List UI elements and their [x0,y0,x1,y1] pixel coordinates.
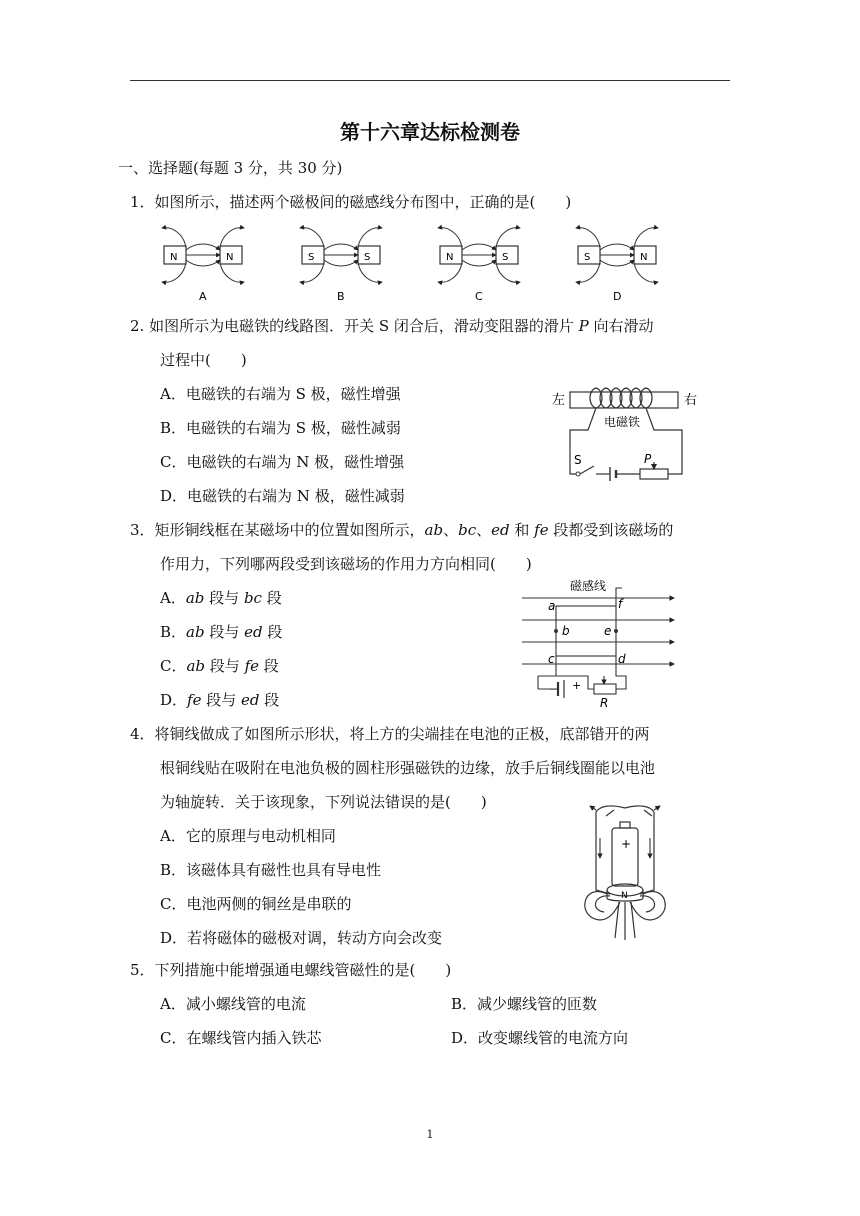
field-line [600,260,634,266]
right-pole-label: S [364,252,371,263]
field-line [220,262,244,282]
q2-label-left: 左 [552,393,566,408]
panel-label: B [337,290,345,303]
q5-stem: 5．下列措施中能增强通电螺线管磁性的是( ) [130,961,452,979]
q3-stem: 3．矩形铜线框在某磁场中的位置如图所示，ab、bc、ed 和 fe 段都受到该磁场的 [130,521,674,539]
q5-option-d[interactable]: D．改变螺线管的电流方向 [451,1029,629,1047]
q2-stem-cont: 过程中( ) [160,351,247,369]
field-line [634,228,658,248]
field-line [496,228,520,248]
q4-label-plus: + [621,837,632,851]
field-line [324,260,358,266]
panel-label: D [613,290,622,303]
q3-option-b[interactable]: B．ab 段与 ed 段 [160,623,283,641]
q4-option-b[interactable]: B．该磁体具有磁性也具有导电性 [160,861,382,879]
panel-label: A [199,290,207,303]
field-line [162,228,186,248]
q3-label-a: a [548,599,556,613]
field-line [358,228,382,248]
q2-option-b[interactable]: B．电磁铁的右端为 S 极，磁性减弱 [160,419,401,437]
q3-option-c[interactable]: C．ab 段与 fe 段 [160,657,279,675]
field-line [186,244,220,250]
field-line [438,262,462,282]
q3-field-figure [518,576,678,710]
q2-label-right: 右 [684,393,698,408]
q3-label-f: f [618,597,623,611]
q4-motor-figure [570,798,680,946]
field-line [162,262,186,282]
left-pole-label: N [170,252,178,263]
q3-label-r: R [600,696,609,710]
field-line [634,262,658,282]
q5-option-a[interactable]: A．减小螺线管的电流 [160,995,306,1013]
field-line [600,244,634,250]
left-pole-label: N [446,252,454,263]
q2-circuit-figure [548,384,708,484]
field-line [358,262,382,282]
section-heading: 一、选择题(每题 3 分，共 30 分) [118,159,343,177]
q2-label-switch: S [574,453,582,467]
q2-stem: 2. 如图所示为电磁铁的线路图．开关 S 闭合后，滑动变阻器的滑片 P 向右滑动 [130,317,654,335]
field-line [186,260,220,266]
q1-stem: 1．如图所示，描述两个磁极间的磁感线分布图中，正确的是( ) [130,193,572,211]
q4-label-n: N [621,891,628,901]
right-pole-label: N [226,252,234,263]
left-pole-label: S [584,252,591,263]
field-line [576,228,600,248]
q2-label-slider: P [644,452,652,466]
field-line [438,228,462,248]
page-number: 1 [426,1128,434,1141]
q3-label-minus: − [548,682,559,696]
q3-stem-cont: 作用力，下列哪两段受到该磁场的作用力方向相同( ) [160,555,532,573]
field-line [300,262,324,282]
header-rule [130,80,730,81]
q3-label-c: c [548,652,555,666]
panel-label: C [475,290,483,303]
q1-panel-c [438,228,520,303]
q4-option-a[interactable]: A．它的原理与电动机相同 [160,827,336,845]
field-line [300,228,324,248]
field-line [462,260,496,266]
field-line [220,228,244,248]
right-pole-label: S [502,252,509,263]
field-line [496,262,520,282]
q2-option-c[interactable]: C．电磁铁的右端为 N 极，磁性增强 [160,453,405,471]
q1-panel-a [162,228,244,303]
q3-label-b: b [562,624,570,638]
q1-panel-d [576,228,658,303]
q4-option-c[interactable]: C．电池两侧的铜丝是串联的 [160,895,352,913]
field-line [462,244,496,250]
q1-panel-b [300,228,382,303]
q4-stem-line1: 4．将铜线做成了如图所示形状，将上方的尖端挂在电池的正极，底部错开的两 [130,725,650,743]
page-title: 第十六章达标检测卷 [340,120,520,144]
q5-option-b[interactable]: B．减少螺线管的匝数 [451,995,598,1013]
q2-label-electromagnet: 电磁铁 [604,415,641,429]
right-pole-label: N [640,252,648,263]
q2-option-d[interactable]: D．电磁铁的右端为 N 极，磁性减弱 [160,487,405,505]
q3-label-d: d [618,652,626,666]
q3-label-field: 磁感线 [570,579,607,593]
q3-option-d[interactable]: D．fe 段与 ed 段 [160,691,280,709]
q3-option-a[interactable]: A．ab 段与 bc 段 [160,589,282,607]
q2-option-a[interactable]: A．电磁铁的右端为 S 极，磁性增强 [160,385,401,403]
q4-stem-line3: 为轴旋转．关于该现象，下列说法错误的是( ) [160,793,487,811]
field-line [324,244,358,250]
q5-option-c[interactable]: C．在螺线管内插入铁芯 [160,1029,322,1047]
q3-label-plus: + [572,679,582,692]
q4-option-d[interactable]: D．若将磁体的磁极对调，转动方向会改变 [160,929,443,947]
field-line [576,262,600,282]
left-pole-label: S [308,252,315,263]
q1-figures [158,220,678,306]
q3-label-e: e [604,624,612,638]
q4-stem-line2: 根铜线贴在吸附在电池负极的圆柱形强磁铁的边缘，放手后铜线圈能以电池 [160,759,656,777]
